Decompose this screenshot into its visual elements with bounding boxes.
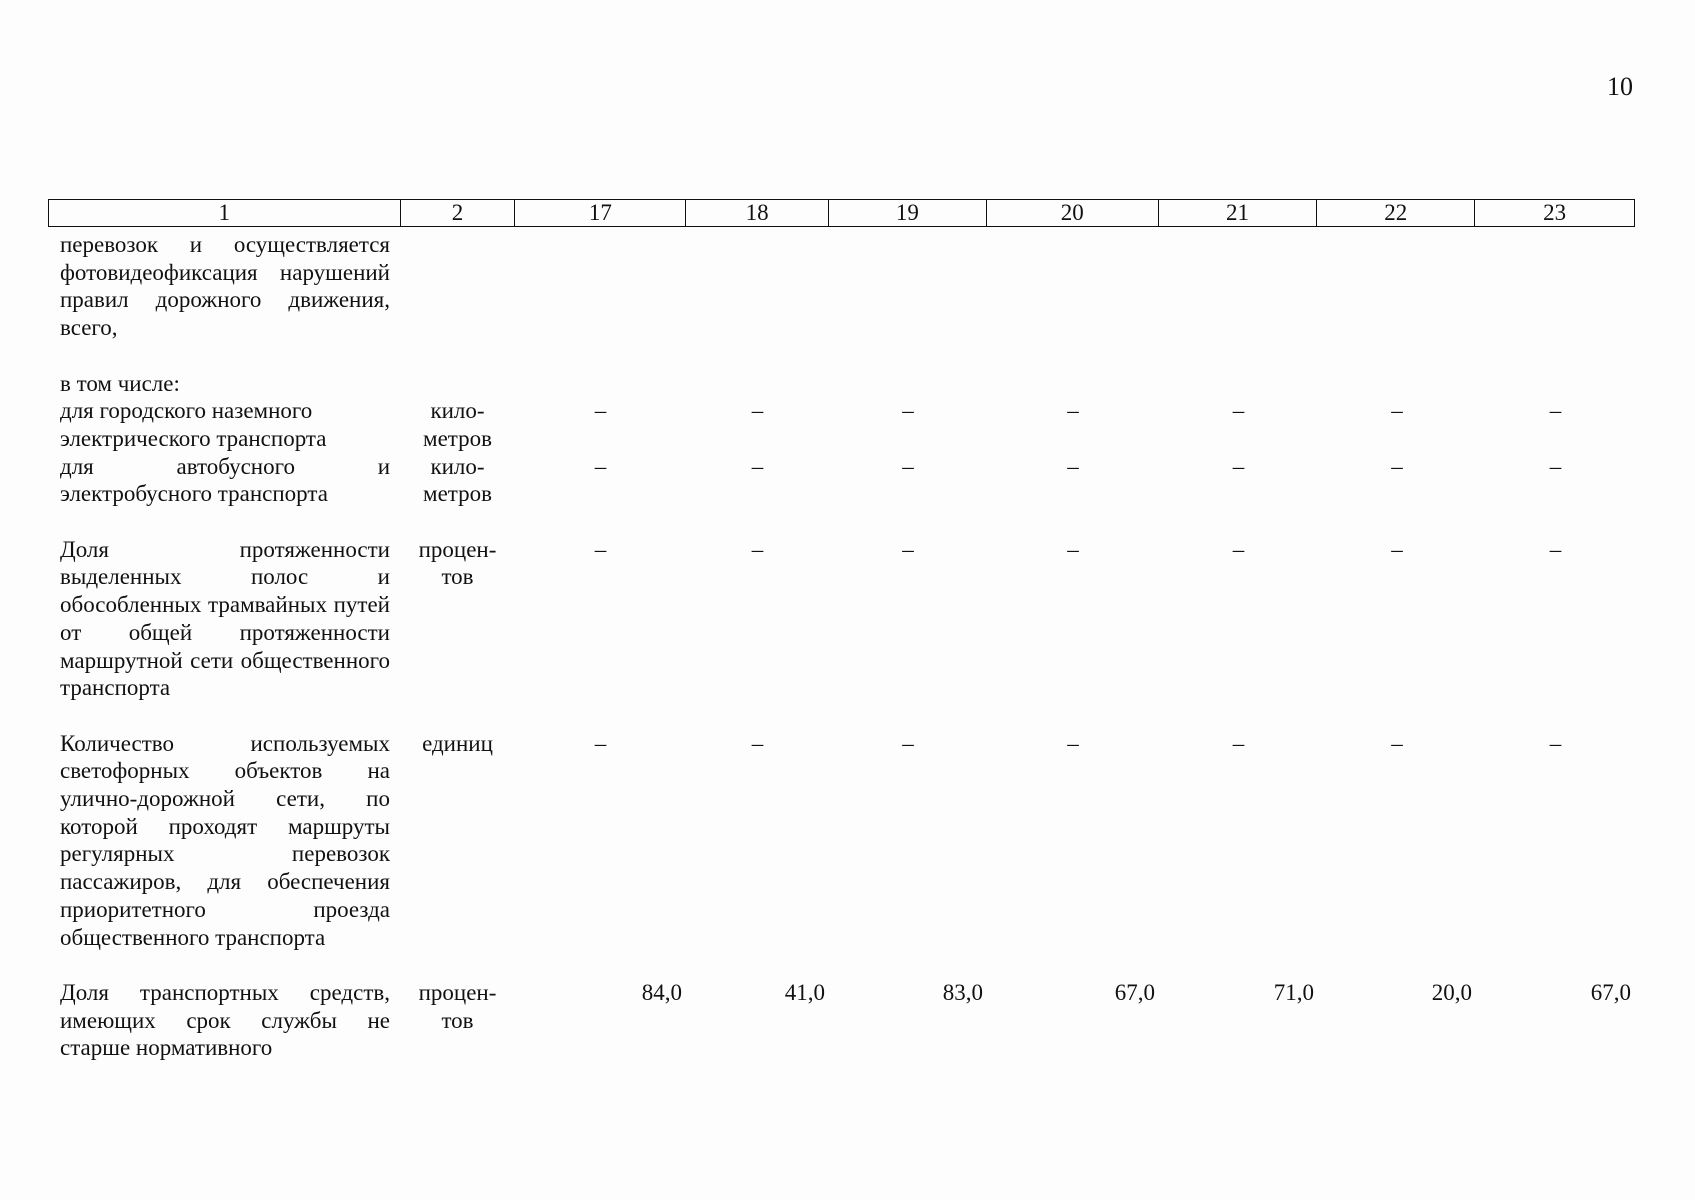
page-number: 10 [1607, 72, 1633, 101]
value-cell: – [1067, 453, 1079, 479]
value-cell: – [594, 398, 607, 424]
value-cell: – [1232, 453, 1245, 479]
indicator-name: перевозок и осуществляется фотовидеофиксация нарушений правил дорожного движения, всего, [60, 232, 390, 341]
indicator-name: Количество используемых светофорных объектов на улично-дорожной сети, по которой проходят маршруты регулярных перевозок пассажиров, для обеспечения приоритетного проезда общественного транспорта [60, 730, 390, 950]
value-cell: – [1391, 453, 1403, 479]
value-cell: – [751, 398, 764, 424]
table-row [48, 231, 1635, 342]
unit-cell: кило- метров [423, 453, 492, 507]
indicator-name: для автобусного и электробусного транспорта [60, 453, 390, 507]
header-col-17: 17 [515, 200, 686, 226]
header-col-18: 18 [686, 200, 829, 226]
value-cell: – [1391, 398, 1403, 424]
value-cell: – [902, 398, 914, 424]
value-cell: – [594, 536, 607, 562]
value-cell: 67,0 [1114, 979, 1155, 1005]
indicator-name: для городского наземного электрического транспорта [60, 398, 327, 451]
unit-cell: единиц [422, 730, 493, 756]
header-col-2: 2 [401, 200, 516, 226]
table-row [48, 536, 1635, 702]
value-cell: – [1067, 536, 1079, 562]
value-cell: – [1549, 453, 1562, 479]
unit-cell: процен- тов [418, 979, 497, 1033]
table-row [48, 730, 1635, 952]
value-cell: – [751, 536, 764, 562]
value-cell: – [1232, 398, 1245, 424]
table-header-row [48, 199, 1635, 227]
value-cell: – [1067, 730, 1079, 756]
table-row [48, 979, 1635, 1062]
value-cell: 71,0 [1273, 979, 1314, 1005]
value-cell: – [902, 453, 914, 479]
value-cell: – [1549, 398, 1562, 424]
value-cell: 41,0 [784, 979, 825, 1005]
value-cell: – [902, 536, 914, 562]
value-cell: – [902, 730, 914, 756]
header-col-21: 21 [1159, 200, 1318, 226]
header-col-1: 1 [49, 200, 401, 226]
value-cell: – [1232, 730, 1245, 756]
value-cell: 83,0 [942, 979, 983, 1005]
table-body [48, 231, 1635, 1062]
value-cell: – [1067, 398, 1079, 424]
table-row [48, 370, 1635, 398]
value-cell: 67,0 [1590, 979, 1631, 1005]
value-cell: 20,0 [1431, 979, 1472, 1005]
value-cell: – [1391, 730, 1403, 756]
value-cell: – [1549, 536, 1562, 562]
value-cell: – [751, 730, 764, 756]
indicator-name: в том числе: [60, 370, 180, 396]
unit-cell: процен- тов [418, 536, 497, 590]
value-cell: – [1549, 730, 1562, 756]
value-cell: – [594, 453, 607, 479]
value-cell: 84,0 [641, 979, 682, 1005]
header-col-22: 22 [1317, 200, 1475, 226]
table-row [48, 453, 1635, 508]
indicator-name: Доля транспортных средств, имеющих срок службы не старше нормативного [60, 979, 390, 1061]
value-cell: – [1391, 536, 1403, 562]
indicator-name: Доля протяженности выделенных полос и обособленных трамвайных путей от общей протяженности маршрутной сети общественного транспорта [60, 536, 390, 701]
table-row [48, 397, 1635, 452]
header-col-20: 20 [987, 200, 1159, 226]
header-col-19: 19 [829, 200, 987, 226]
value-cell: – [594, 730, 607, 756]
value-cell: – [1232, 536, 1245, 562]
header-col-23: 23 [1543, 200, 1567, 225]
unit-cell: кило- метров [423, 398, 492, 451]
value-cell: – [751, 453, 764, 479]
